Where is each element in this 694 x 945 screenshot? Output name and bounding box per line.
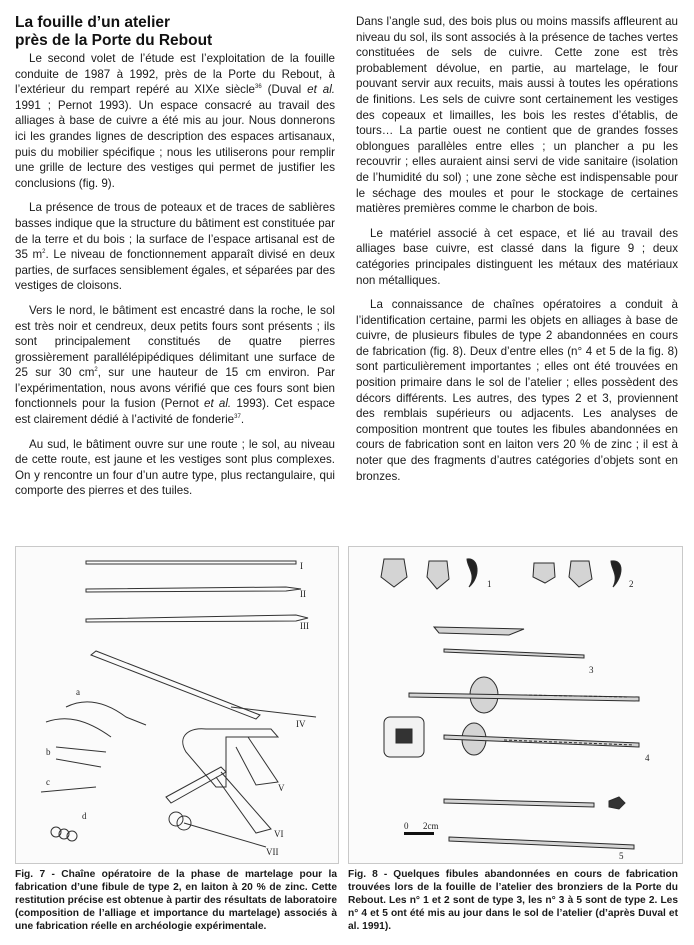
fig7-label: a	[76, 687, 80, 697]
fibula-5b	[609, 797, 625, 809]
fibula-5c	[449, 837, 634, 849]
fig8-label: 5	[619, 851, 624, 861]
rod-stage-2	[86, 587, 301, 592]
rod-stage-4-tip	[231, 707, 316, 717]
figure-8-drawing	[349, 547, 682, 863]
fig7-label: III	[300, 621, 309, 631]
text-run: , sur une hauteur de 15 cm environ. Par l’expérimentation, nous avons vérifié que ces fours sont bien fonctionnels pour la fusion (Pernot	[15, 366, 336, 411]
fibula-2c	[611, 561, 621, 587]
left-column	[15, 14, 335, 508]
sketch-b2	[56, 759, 101, 767]
text-run: . Le niveau de fonctionnement apparaît divisé en deux parties, de surfaces sensiblement égales, et séparées par des vestiges de cloisons.	[15, 248, 335, 293]
fig7-label: d	[82, 811, 87, 821]
superscript: 2	[94, 367, 98, 374]
figure-7-caption: Fig. 7 - Chaîne opératoire de la phase de martelage pour la fabrication d’une fibule de type 2, en laiton à 20 % de zinc. Cette restitution précise est obtenue à partir des résultats de laboratoire (composition de l’alliage et importance du martelage) associés à une fabrication réelle en archéologie expérimentale.	[15, 869, 337, 932]
sketch-a2	[46, 719, 111, 737]
scale-label: 2cm	[423, 821, 439, 831]
fig7-label: b	[46, 747, 51, 757]
fibula-1c	[467, 559, 477, 587]
paragraph: La connaissance de chaînes opératoires a conduit à l’identification certaine, parmi les objets en alliages à base de cuivre, de plusieurs fibules de type 2 abandonnées en cours de fabrication (fig. 8). Deux d’entre elles (n° 4 et 5 de la fig. 8) sont particulièrement importantes ; elles ont été trouvées en position primaire dans le sol de l’atelier ; elles possèdent des décors différents. Les autres, des types 2 et 3, proviennent des remblais supérieurs ou adjacents. Les analyses de composition montrent que toutes les fibules abandonnées en cours de fabrication sont en laiton vers 20 % de zinc ; il est à noter que des fragments d’autres catégories d’objets sont en bronzes.	[356, 298, 678, 483]
fibula-2a	[533, 563, 555, 583]
bent-stage-6	[166, 767, 226, 803]
fibula-3a	[434, 627, 524, 635]
text-run: (Duval	[261, 83, 308, 97]
paragraph	[15, 51, 335, 191]
blade-stage-6	[216, 772, 271, 833]
scale-zero: 0	[404, 821, 409, 831]
fig8-label: 3	[589, 665, 594, 675]
text-run: Vers le nord, le bâtiment est encastré dans la roche, le sol est très noir et cendreux, deux petits fours sont présents ; ils sont principalement constitués de quatre pierres grossièrement parallélépipédiques délimitant une surface de 25 sur 30 cm	[15, 303, 335, 380]
blade-stage-5	[236, 737, 278, 785]
section-title-line2: près de la Porte du Rebout	[15, 32, 213, 49]
coil-stage-7a	[169, 812, 183, 826]
text-run: Le second volet de l’étude est l’exploitation de la fouille conduite de 1987 à 1992, près de la Porte du Rebout, à l’extérieur du rempart repéré au XIXe siècle	[15, 52, 335, 97]
fibula-2b	[569, 561, 592, 587]
figure-8	[348, 546, 683, 864]
fibula-5a	[444, 799, 594, 807]
text-run: 1993). Cet espace est clairement dédié à l’activité de fonderie	[15, 397, 335, 427]
fig7-label: I	[300, 561, 303, 571]
fig7-label: VI	[274, 829, 284, 839]
emphasis: et al.	[204, 397, 232, 411]
text-run: La présence de trous de poteaux et de traces de sablières basses indique que la structure du bâtiment est constituée par de la terre et du bois ; la surface de l’espace artisanal est de 35 m	[15, 201, 335, 262]
pin-stage-7	[184, 823, 266, 847]
bent-stage-5	[183, 729, 278, 787]
right-column	[356, 14, 678, 493]
fig7-label: IV	[296, 719, 306, 729]
fig7-label: VII	[266, 847, 279, 857]
figure-8-caption: Fig. 8 - Quelques fibules abandonnées en cours de fabrication trouvées lors de la fouille de l’atelier des bronziers de la Porte du Rebout. Les n° 1 et 2 sont de type 3, les n° 3 à 5 sont de type 2. Les n° 4 et 5 ont été mis au jour dans le sol de l’atelier (d’après Duval et al. 1991).	[348, 869, 678, 932]
fibula-4-core	[396, 729, 412, 743]
fig7-label: V	[278, 783, 285, 793]
paragraph: Dans l’angle sud, des bois plus ou moins massifs affleurent au niveau du sol, ils sont associés à la présence de taches vertes constituées de sels de cuivre. Cette zone est très probablement dévolue, en partie, au martelage, le four pouvant servir aux recuits, mais aussi à toutes les opérations de finitions. Les sels de cuivre sont certainement les vestiges des copeaux et limailles, les bois les restes d’établis, de tours… La partie ouest ne contient que de grandes fosses oblongues parallèles entre elles ; un plancher a pu les recouvrir ; elles auraient ainsi servi de vide sanitaire (isolation de l’humidité du sol) ; une zone sèche est indispensable pour le séchage des moules et pour le stockage de certaines matières premières comme le charbon de bois.	[356, 15, 678, 216]
sketch-a	[66, 702, 146, 725]
fibula-1b	[427, 561, 449, 589]
sketch-c	[41, 787, 96, 792]
paragraph	[15, 200, 335, 294]
fig8-label: 4	[645, 753, 650, 763]
paragraph	[15, 437, 335, 499]
paragraph: Le matériel associé à cet espace, et lié au travail des alliages base cuivre, est classé dans la figure 9 ; deux catégories principales distinguent les métaux des matériaux non métalliques.	[356, 226, 678, 287]
figure-7-drawing	[16, 547, 338, 863]
text-run: 1991 ; Pernot 1993). Un espace consacré au travail des alliages à base de cuivre a été mis au jour. Nous donnerons ici les grandes lignes de description des espaces artisanaux, puis du mobilier spécifique ; nous les utiliserons pour remplir une grille de lecture des vestiges qui permet de justifier les conclusions (fig. 9).	[15, 98, 335, 190]
figure-7	[15, 546, 339, 864]
text-run: Au sud, le bâtiment ouvre sur une route ; le sol, au niveau de cette route, est jaune et les vestiges sont plus complexes. On y rencontre un four d’un autre type, plus rectangulaire, qui comporte des pierres et des tuiles.	[15, 437, 335, 498]
fig7-label: II	[300, 589, 306, 599]
rod-stage-1	[86, 561, 296, 564]
rod-stage-3	[86, 615, 308, 622]
section-title-line1: La fouille d’un atelier	[15, 14, 171, 31]
fibula-1a	[381, 559, 407, 587]
paragraph	[15, 303, 335, 428]
scale-bar	[404, 832, 434, 835]
fig8-label: 1	[487, 579, 492, 589]
fig8-label: 2	[629, 579, 634, 589]
footnote-ref: 37	[234, 414, 241, 421]
footnote-ref: 36	[255, 84, 262, 91]
section-title	[15, 14, 335, 50]
text-run: .	[240, 413, 245, 427]
superscript: 2	[42, 249, 46, 256]
rod-stage-4	[91, 651, 260, 719]
emphasis: et al.	[307, 83, 335, 97]
sketch-b	[56, 747, 106, 752]
fibula-3b	[444, 649, 584, 658]
fig7-label: c	[46, 777, 50, 787]
